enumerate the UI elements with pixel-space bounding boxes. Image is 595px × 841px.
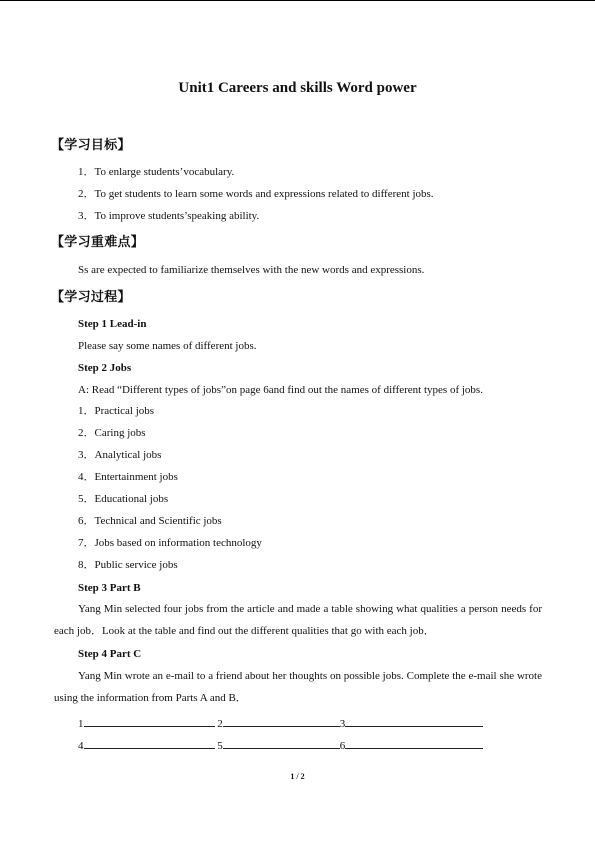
step2-intro: A: Read “Different types of jobs”on page 6and find out the names of different types of jobs. <box>78 384 483 396</box>
job-type-item: 8．Public service jobs <box>78 559 178 571</box>
blank-row-2 <box>78 736 483 753</box>
job-type-item: 7．Jobs based on information technology <box>78 537 262 549</box>
job-type-item: 1．Practical jobs <box>78 405 155 417</box>
step4-title: Step 4 Part C <box>78 648 142 660</box>
answer-blank-5[interactable] <box>223 736 340 749</box>
blank-label: 5 <box>217 740 223 752</box>
objective-item: 1．To enlarge students’vocabulary. <box>78 166 235 178</box>
answer-blank-1[interactable] <box>84 714 215 727</box>
step3-text: Yang Min selected four jobs from the article and made a table showing what qualities a person needs for each job．Look at the table and find out the different qualities that go with each job． <box>54 603 542 637</box>
answer-blank-4[interactable] <box>84 736 215 749</box>
key-points-text: Ss are expected to familiarize themselves with the new words and expressions. <box>78 264 425 276</box>
key-points-heading: 【学习重难点】 <box>51 235 145 250</box>
answer-blank-6[interactable] <box>345 736 483 749</box>
objective-item: 3．To improve students’speaking ability. <box>78 210 260 222</box>
page-number: 1 / 2 <box>290 772 305 781</box>
step2-title: Step 2 Jobs <box>78 362 132 374</box>
answer-blank-3[interactable] <box>345 714 483 727</box>
step1-text: Please say some names of different jobs. <box>78 340 257 352</box>
job-type-item: 3．Analytical jobs <box>78 449 162 461</box>
step3-title: Step 3 Part B <box>78 582 141 594</box>
top-border-line <box>0 0 595 1</box>
job-type-item: 5．Educational jobs <box>78 493 169 505</box>
blank-label: 3 <box>339 718 346 730</box>
blank-label: 2 <box>217 718 223 730</box>
job-type-item: 2．Caring jobs <box>78 427 146 439</box>
objective-item: 2．To get students to learn some words and expressions related to different jobs. <box>78 188 434 200</box>
process-heading: 【学习过程】 <box>51 290 131 305</box>
objectives-heading: 【学习目标】 <box>51 138 131 153</box>
blank-label: 4 <box>78 740 84 752</box>
page-title: Unit1 Careers and skills Word power <box>178 80 417 96</box>
job-type-item: 4．Entertainment jobs <box>78 471 178 483</box>
answer-blank-2[interactable] <box>223 714 340 727</box>
blank-row-1 <box>78 714 483 731</box>
step1-title: Step 1 Lead-in <box>78 318 147 330</box>
job-type-item: 6．Technical and Scientific jobs <box>78 515 222 527</box>
blank-label: 6 <box>339 740 346 752</box>
blank-label: 1 <box>78 718 84 730</box>
step4-text: Yang Min wrote an e-mail to a friend about her thoughts on possible jobs. Complete the e-mail she wrote using the information from Parts A and B． <box>54 670 542 704</box>
